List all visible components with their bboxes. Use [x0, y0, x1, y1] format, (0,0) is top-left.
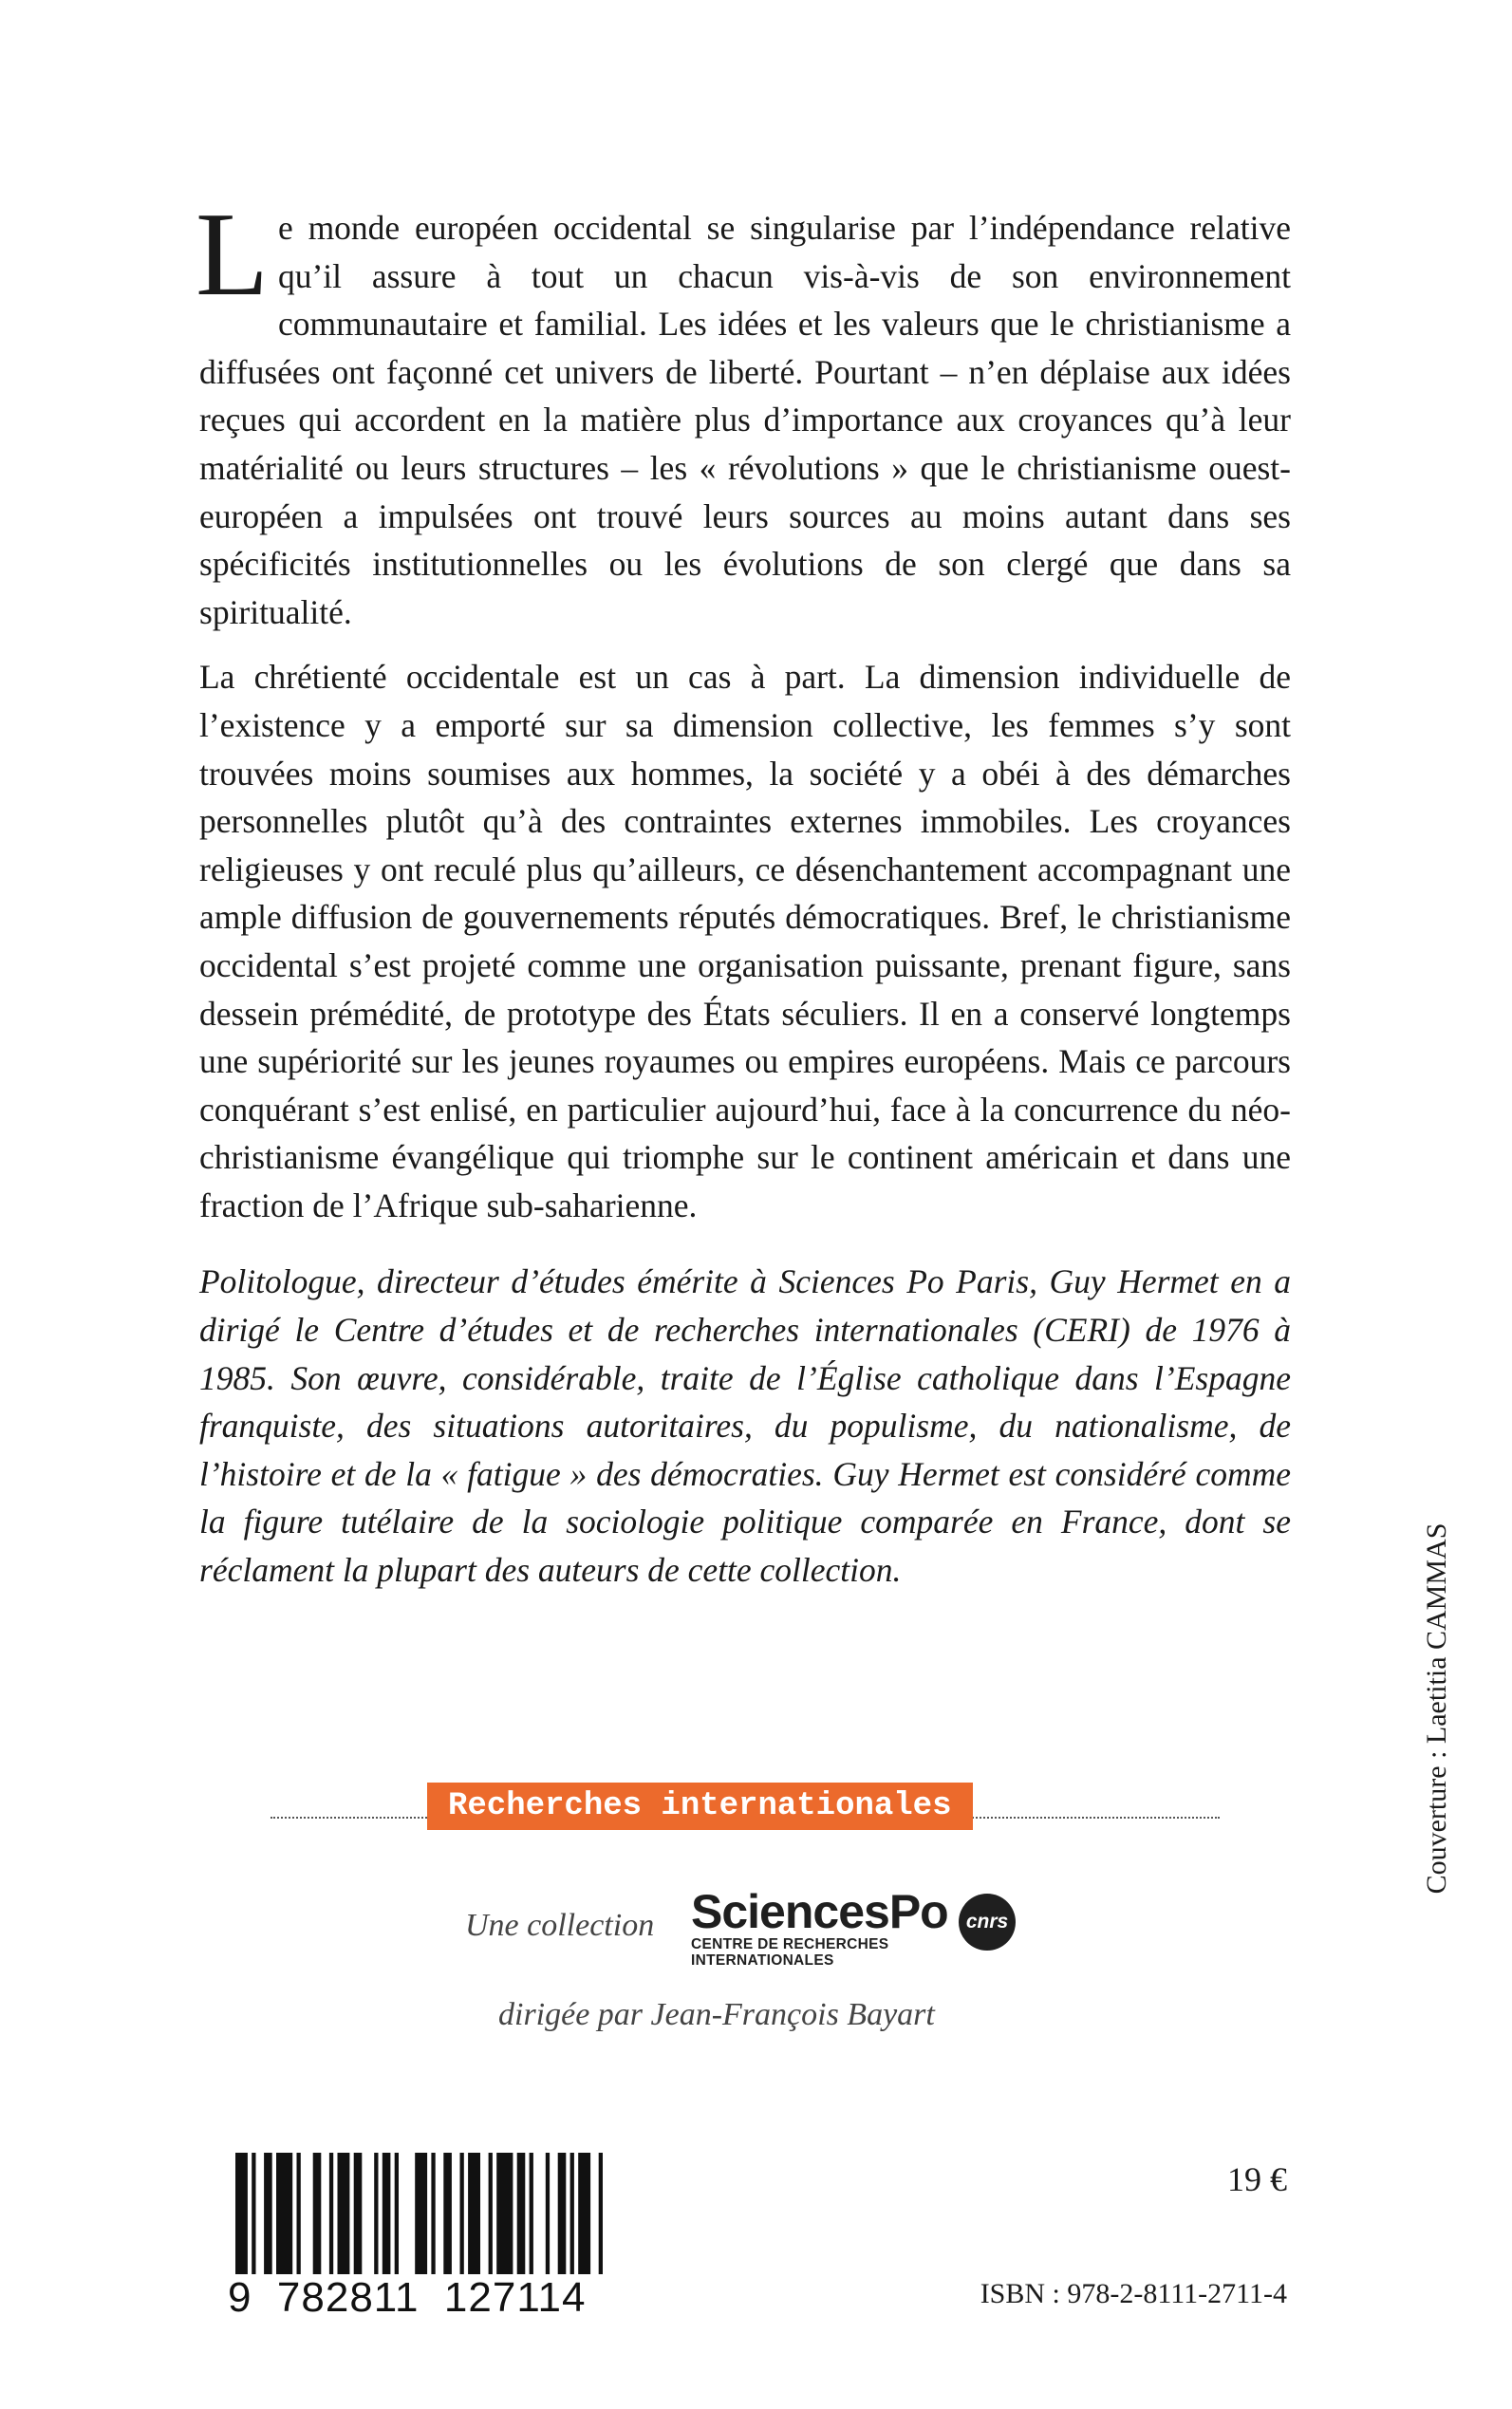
barcode-bar — [383, 2153, 391, 2274]
barcode-bar — [468, 2153, 480, 2274]
barcode-bar — [431, 2153, 435, 2274]
barcode-bar — [546, 2153, 550, 2274]
cover-credit: Couverture : Laetitia CAMMAS — [1421, 1522, 1452, 1895]
collection-banner — [271, 1783, 1220, 1830]
paragraph-second: La chrétienté occidentale est un cas à part. La dimension individuelle de l’existence y a emporté sur sa dimension collective, les femmes s’y sont trouvées moins soumises aux hommes, la société y a obéi à des démarches personnelles plutôt qu’à des contraintes externes immobiles. Les croyances religieuses y ont reculé plus qu’ailleurs, ce désenchantement accompagnant une ample diffusion de gouvernements réputés démocratiques. Bref, le christianisme occidental s’est projeté comme une organisation puissante, prenant figure, sans dessein prémédité, de prototype des États séculiers. Il en a conservé longtemps une supériorité sur les jeunes royaumes ou empires européens. Mais ce parcours conquérant s’est enlisé, en particulier aujourd’hui, face à la concurrence du néo-christianisme évangélique qui triomphe sur le continent américain et dans une fraction de l’Afrique sub-saharienne. — [199, 658, 1291, 1224]
drop-cap: L — [196, 189, 269, 321]
sciencespo-logo — [691, 1887, 948, 1969]
barcode-bar — [443, 2153, 452, 2274]
barcode-bar — [558, 2153, 567, 2274]
back-cover-text — [196, 189, 1291, 1612]
barcode-bar — [570, 2153, 574, 2274]
barcode-bar — [530, 2153, 533, 2274]
sciencespo-logo-sub1: CENTRE DE RECHERCHES — [691, 1936, 889, 1952]
barcode-bar — [354, 2153, 363, 2274]
barcode-bar — [578, 2153, 590, 2274]
sciencespo-logo-sub2: INTERNATIONALES — [691, 1952, 834, 1969]
barcode-bar — [276, 2153, 292, 2274]
paragraph-intro — [196, 189, 1291, 636]
barcode-bar — [297, 2153, 301, 2274]
barcode-bar — [264, 2153, 272, 2274]
barcode-bar — [415, 2153, 427, 2274]
collection-director: dirigée par Jean-François Bayart — [498, 1997, 935, 2032]
barcode-bar — [313, 2153, 322, 2274]
barcode-bar — [338, 2153, 350, 2274]
barcode-bar — [395, 2153, 399, 2274]
author-bio: Politologue, directeur d’études émérite à Sciences Po Paris, Guy Hermet en a dirigé le Centre d’études et de recherches internationales (CERI) de 1976 à 1985. Son œuvre, considérable, traite de l’Église catholique dans l’Espagne franquiste, des situations autoritaires, du populisme, du nationalisme, de l’histoire et de la « fatigue » des démocraties. Guy Hermet est considéré comme la figure tutélaire de la sociologie politique comparée en France, dont se réclament la plupart des auteurs de cette collection. — [199, 1262, 1291, 1590]
barcode-bar — [599, 2153, 603, 2274]
barcode-digits: 9 782811 127114 — [228, 2274, 587, 2321]
price: 19 € — [1227, 2160, 1287, 2198]
barcode-bar — [517, 2153, 526, 2274]
barcode-bar — [460, 2153, 464, 2274]
barcode-bar — [329, 2153, 333, 2274]
cnrs-logo: cnrs — [959, 1894, 1016, 1951]
isbn: ISBN : 978-2-8111-2711-4 — [980, 2278, 1287, 2309]
collection-intro: Une collection — [465, 1908, 655, 1943]
barcode-bar — [374, 2153, 378, 2274]
sciencespo-logo-name: SciencesPo — [691, 1885, 948, 1938]
paragraph-intro-text: e monde européen occidental se singularise par l’indépendance relative qu’il assure à tout un chacun vis-à-vis de son environnement communautaire et familial. Les idées et les valeurs que le christianisme a diffusées ont façonné cet univers de liberté. Pourtant – n’en déplaise aux idées reçues qui accordent en la matière plus d’importance aux croyances qu’à leur matérialité ou leurs structures – les « révolutions » que le christianisme ouest-européen a impulsées ont trouvé leurs sources au moins autant dans ses spécificités institutionnelles ou les évolutions de son clergé que dans sa spiritualité. — [199, 209, 1291, 631]
collection-title: Recherches internationales — [427, 1783, 973, 1830]
